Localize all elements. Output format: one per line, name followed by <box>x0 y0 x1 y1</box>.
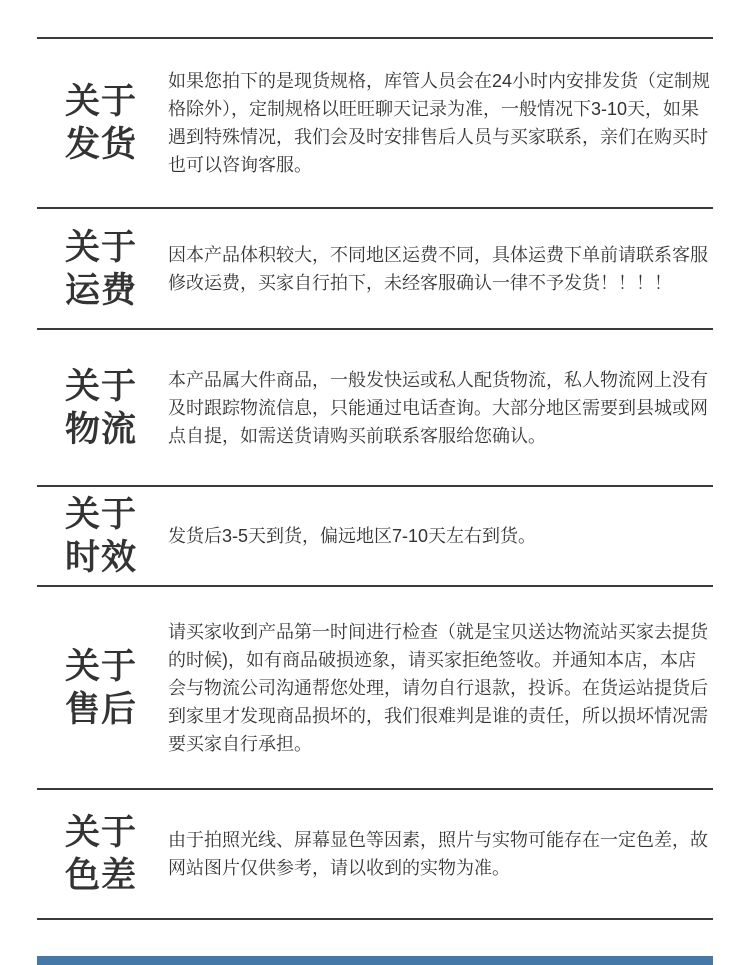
section-title-line: 色差 <box>65 856 138 895</box>
section-freight <box>37 207 713 328</box>
section-title-line: 运费 <box>65 270 138 310</box>
section-title-line: 关于 <box>65 366 138 406</box>
section-color-difference-body: 由于拍照光线、屏幕显色等因素，照片与实物可能存在一定色差，故网站图片仅供参考，请以收到的实物为准。 <box>168 830 708 878</box>
section-color-difference-title <box>65 811 165 897</box>
section-freight-title <box>65 226 165 312</box>
section-delivery-time-body: 发货后3-5天到货，偏远地区7-10天左右到货。 <box>168 526 537 546</box>
notice-sections <box>37 0 713 920</box>
section-shipping <box>37 37 713 207</box>
section-shipping-body: 如果您拍下的是现货规格，库管人员会在24小时内安排发货（定制规格除外），定制规格以旺旺聊天记录为准，一般情况下3-10天，如果遇到特殊情况，我们会及时安排售后人员与买家联系，亲们在购买时也可以咨询客服。 <box>168 71 711 175</box>
section-title-line: 关于 <box>65 813 138 852</box>
section-title-line: 关于 <box>65 495 138 534</box>
bottom-divider <box>37 918 713 920</box>
section-title-line: 售后 <box>65 689 138 729</box>
section-freight-body: 因本产品体积较大，不同地区运费不同，具体运费下单前请联系客服修改运费，买家自行拍下，未经客服确认一律不予发货！！！！ <box>168 244 708 293</box>
section-logistics-body: 本产品属大件商品，一般发快运或私人配货物流，私人物流网上没有及时跟踪物流信息，只能通过电话查询。大部分地区需要到县城或网点自提，如需送货请购买前联系客服给您确认。 <box>168 369 708 446</box>
section-after-sales-body: 请买家收到产品第一时间进行检查（就是宝贝送达物流站买家去提货的时候)，如有商品破损迹象，请买家拒绝签收。并通知本店，本店会与物流公司沟通帮您处理，请勿自行退款，投诉。在货运站提货后到家里才发现商品损坏的，我们很难判是谁的责任，所以损坏情况需要买家自行承担。 <box>168 621 708 754</box>
section-title-line: 时效 <box>65 538 138 577</box>
section-shipping-title <box>65 80 165 166</box>
footer-accent-bar <box>37 956 713 965</box>
section-delivery-time <box>37 485 713 585</box>
section-title-line: 关于 <box>65 82 138 121</box>
section-logistics-title <box>65 365 165 451</box>
section-after-sales-title <box>65 645 165 731</box>
section-title-line: 物流 <box>65 409 138 449</box>
section-after-sales <box>37 585 713 788</box>
section-title-line: 关于 <box>65 646 138 686</box>
section-color-difference <box>37 788 713 918</box>
section-title-line: 发货 <box>65 125 138 164</box>
section-logistics <box>37 328 713 485</box>
section-delivery-time-title <box>65 493 165 579</box>
section-title-line: 关于 <box>65 227 138 267</box>
